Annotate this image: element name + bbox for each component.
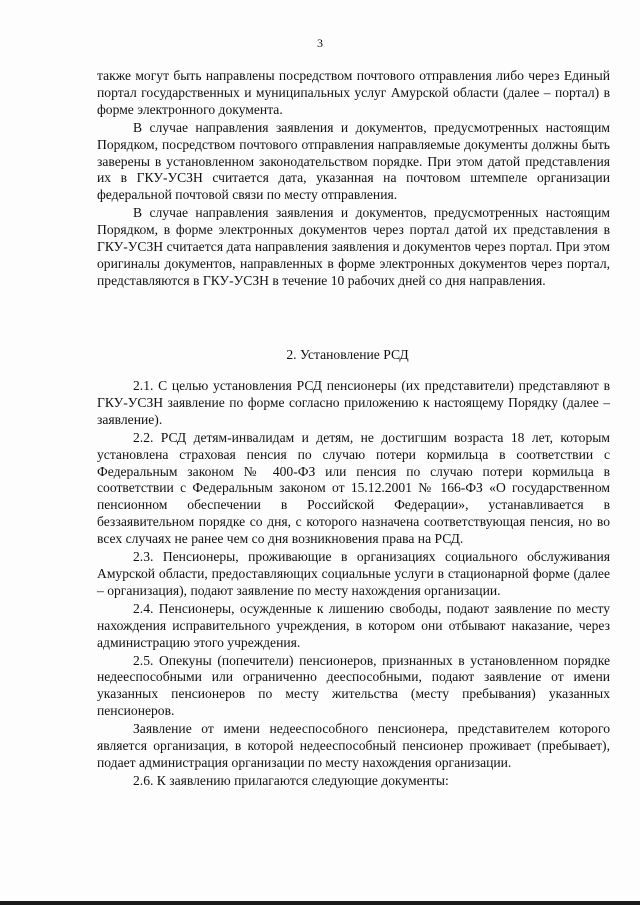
page-number: 3 — [317, 36, 323, 50]
paragraph-postal: В случае направления заявления и документов, предусмотренных настоящим Порядком, посредством почтового отправления направляемые документы должны быть заверены в установленном законодательством порядке. При этом датой представления их в ГКУ-УСЗН считается дата, указанная на почтовом штемпеле организации федеральной почтовой связи по месту отправления. — [97, 119, 610, 203]
paragraph-2-2: 2.2. РСД детям-инвалидам и детям, не достигшим возраста 18 лет, которым установлена страховая пенсия по случаю потери кормильца в соответствии с Федеральным законом № 400-ФЗ или пенсия по случаю потери кормильца в соответствии с Федеральным законом от 15.12.2001 № 166-ФЗ «О государственном пенсионном обеспечении в Российской Федерации», устанавливается в беззаявительном порядке со дня, с которого назначена соответствующая пенсия, но во всех случаях не ранее чем со дня возникновения права на РСД. — [97, 429, 610, 547]
paragraph-portal: В случае направления заявления и документов, предусмотренных настоящим Порядком, в форме электронных документов через портал датой их представления в ГКУ-УСЗН считается дата направления заявления и документов через портал. При этом оригиналы документов, направленных в форме электронных документов через портал, представляются в ГКУ-УСЗН в течение 10 рабочих дней со дня направления. — [97, 205, 610, 288]
paragraph-2-6: 2.6. К заявлению прилагаются следующие документы: — [133, 772, 449, 788]
paragraph-2-4: 2.4. Пенсионеры, осужденные к лишению свободы, подают заявление по месту нахождения исправительного учреждения, в котором они отбывают наказание, через администрацию этого учреждения. — [97, 600, 610, 650]
paragraph-2-1: 2.1. С целью установления РСД пенсионеры (их представители) представляют в ГКУ-УСЗН заявление по форме согласно приложению к настоящему Порядку (далее – заявление). — [97, 378, 610, 427]
section-heading: 2. Установление РСД — [286, 347, 409, 362]
paragraph-2-5: 2.5. Опекуны (попечители) пенсионеров, признанных в установленном порядке недееспособными или ограниченно дееспособными, подают заявление от имени указанных пенсионеров по месту жительства (месту пребывания) указанных пенсионеров. — [97, 652, 610, 719]
paragraph-2-3: 2.3. Пенсионеры, проживающие в организациях социального обслуживания Амурской области, предоставляющих социальные услуги в стационарной форме (далее – организация), подают заявление по месту нахождения организации. — [97, 549, 610, 598]
section-text — [97, 378, 610, 790]
intro-text — [97, 68, 610, 290]
paragraph-continuation: также могут быть направлены посредством почтового отправления либо через Единый портал государственных и муниципальных услуг Амурской области (далее – портал) в форме электронного документа. — [97, 68, 610, 117]
paragraph-2-5-organization: Заявление от имени недееспособного пенсионера, представителем которого является организация, в которой недееспособный пенсионер проживает (пребывает), подает администрация организации по месту нахождения организации. — [97, 721, 610, 770]
scan-bottom-edge — [0, 901, 640, 905]
